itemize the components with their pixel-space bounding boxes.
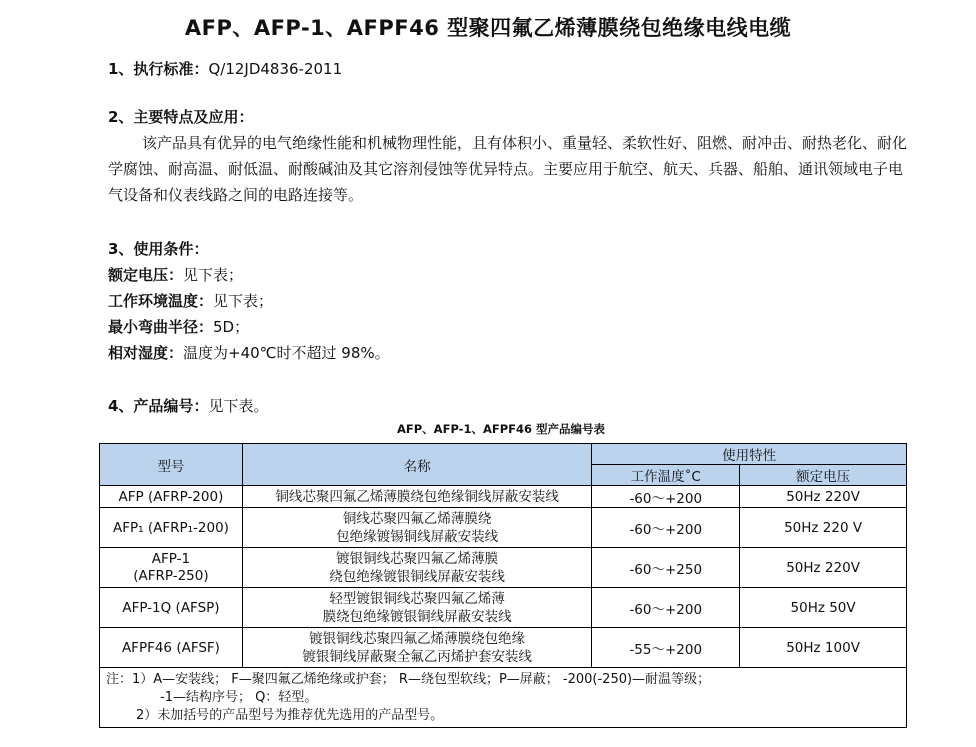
note-line: -1—结构序号； Q：轻型。 [160,690,318,705]
header-model: 型号 [100,444,243,486]
product-code-heading: 4、产品编号： [108,397,209,415]
cell-name: 镀银铜线芯聚四氟乙烯薄膜绕包绝缘 镀银铜线屏蔽聚全氟乙丙烯护套安装线 [242,628,591,668]
cell-model: AFP-1Q (AFSP) [100,588,243,628]
condition-value: 温度为+40℃时不超过 98%。 [183,344,390,362]
cell-temperature: -55～+200 [592,628,740,668]
features-body: 该产品具有优异的电气绝缘性能和机械物理性能，且有体积小、重量轻、柔软性好、阻燃、耐冲击、耐热老化、耐化学腐蚀、耐高温、耐低温、耐酸碱油及其它溶剂侵蚀等优异特点。主要应用于航空、航天、兵器、船舶、通讯领域电子电气设备和仪表线路之间的电路连接等。 [108,134,908,204]
header-temperature: 工作温度˚C [592,465,740,486]
note-line: 注：1）A—安装线； F—聚四氟乙烯绝缘或护套； R—绕包型软线；P—屏蔽； -200(-250)—耐温等级； [106,672,711,687]
table-row [100,588,907,628]
standard-value: Q/12JD4836-2011 [208,60,343,78]
features-paragraph [108,130,908,208]
features-heading-text: 2、主要特点及应用： [108,108,254,126]
product-code-value: 见下表。 [208,397,269,415]
condition-label: 相对湿度： [108,344,184,362]
table-notes-row [100,668,907,728]
condition-value: 5D； [213,318,250,336]
cell-model: AFPF46 (AFSF) [100,628,243,668]
cell-name: 铜线芯聚四氟乙烯薄膜绕 包绝缘镀锡铜线屏蔽安装线 [242,508,591,548]
cell-model: AFP₁ (AFRP₁-200) [100,508,243,548]
cell-voltage: 50Hz 220 V [740,508,907,548]
condition-label: 最小弯曲半径： [108,318,214,336]
header-voltage: 额定电压 [740,465,907,486]
product-code-line [108,395,268,416]
document-title: AFP、AFP-1、AFPF46 型聚四氟乙烯薄膜绕包绝缘电线电缆 [184,16,792,40]
note-line: 2）未加括号的产品型号为推荐优先选用的产品型号。 [136,708,444,723]
table-row [100,508,907,548]
cell-model: AFP-1 (AFRP-250) [100,548,243,588]
cell-temperature: -60～+200 [592,588,740,628]
cell-temperature: -60～+200 [592,508,740,548]
features-heading [108,106,253,127]
cell-name: 镀银铜线芯聚四氟乙烯薄膜 绕包绝缘镀银铜线屏蔽安装线 [242,548,591,588]
condition-label: 额定电压： [108,266,184,284]
product-code-table [99,443,907,728]
cell-temperature: -60～+200 [592,486,740,508]
table-row [100,486,907,508]
table-notes [100,668,907,728]
condition-voltage [108,264,243,285]
cell-name: 轻型镀银铜线芯聚四氟乙烯薄 膜绕包绝缘镀银铜线屏蔽安装线 [242,588,591,628]
condition-temperature [108,290,273,311]
condition-value: 见下表； [213,292,274,310]
cell-voltage: 50Hz 50V [740,588,907,628]
table-caption: AFP、AFP-1、AFPF46 型产品编号表 [397,422,605,436]
condition-value: 见下表； [183,266,244,284]
conditions-heading-text: 3、使用条件： [108,240,209,258]
header-name: 名称 [242,444,591,486]
table-row [100,548,907,588]
cell-voltage: 50Hz 100V [740,628,907,668]
cell-voltage: 50Hz 220V [740,548,907,588]
header-usage-group: 使用特性 [592,444,907,465]
table-row [100,628,907,668]
standard-heading: 1、执行标准： [108,60,209,78]
condition-bend-radius [108,316,249,337]
cell-name: 铜线芯聚四氟乙烯薄膜绕包绝缘铜线屏蔽安装线 [242,486,591,508]
cell-voltage: 50Hz 220V [740,486,907,508]
standard-line [108,58,342,79]
condition-humidity [108,342,390,363]
condition-label: 工作环境温度： [108,292,214,310]
conditions-heading [108,238,208,259]
cell-temperature: -60～+250 [592,548,740,588]
cell-model: AFP (AFRP-200) [100,486,243,508]
